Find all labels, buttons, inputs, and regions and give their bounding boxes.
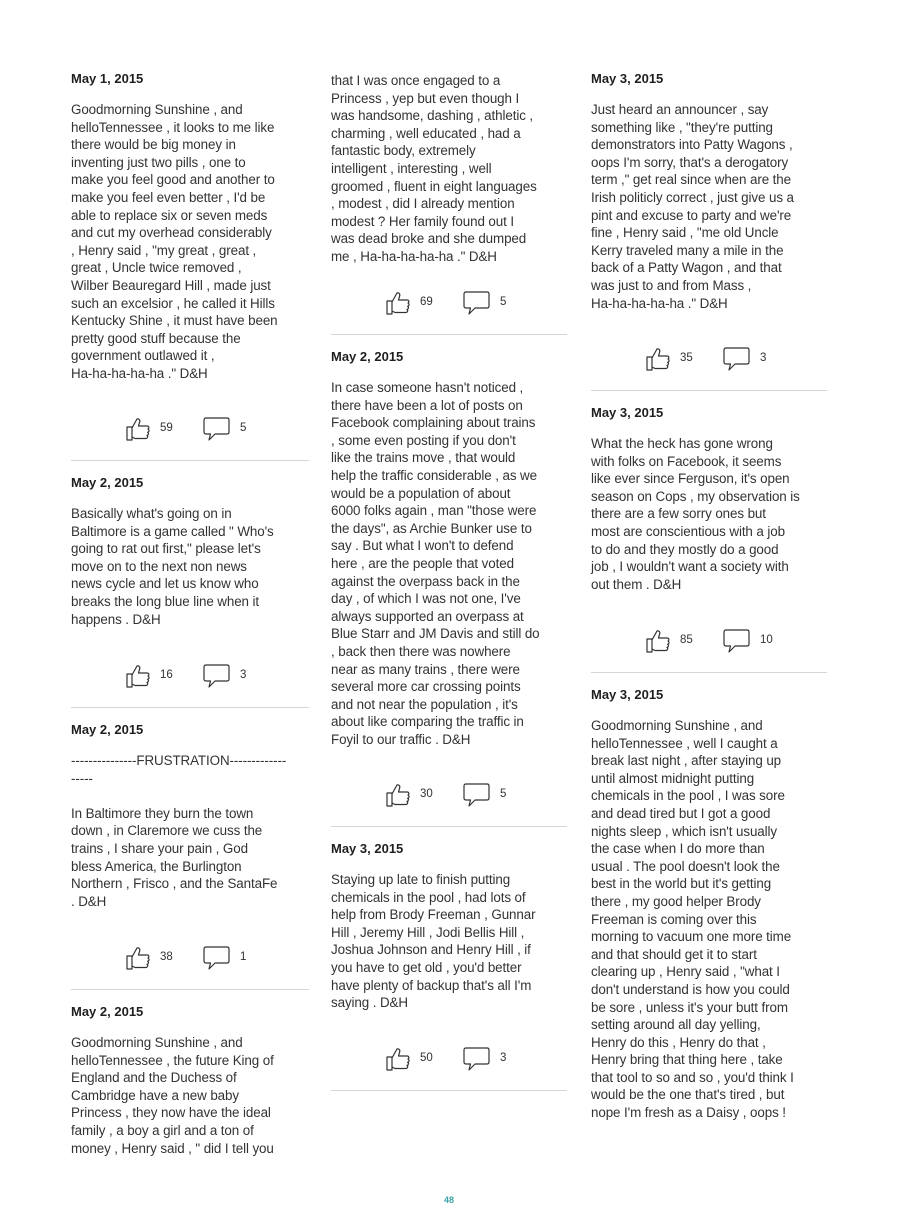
comment-count: 5 [500,296,507,308]
post-text: In case someone hasn't noticed , there have been a lot of posts on Facebook complaining about trains , some even posting if you don't like the trains move , that would help the traffic considerable , as we would be a population of about 6000 folks again , man "those were the days", as Archie Bunker use to say . But what I won't to defend here , are the people that voted against the overpass back in the day , of which I was not one, I've always supported an overpass at Blue Starr and JM Davis and still do , back then there was nowhere near as many trains , there were several more car crossing points and not near the population , it's about like comparing the traffic in Foyil to our traffic . D&H [331,380,540,747]
thumbs-up-icon[interactable] [125,663,151,689]
comment-count: 5 [500,788,507,800]
post-divider [591,390,827,391]
like-count: 16 [160,669,173,681]
post-date: May 3, 2015 [591,71,664,86]
post-stats [331,1046,569,1074]
comment-icon[interactable] [203,663,231,689]
post-divider [71,707,309,708]
post-stats [331,782,569,810]
post-divider [71,460,309,461]
post-text: Staying up late to finish putting chemicals in the pool , had lots of help from Brody Freeman , Gunnar Hill , Jeremy Hill , Jodi Bellis Hill , Joshua Johnson and Henry Hill , if you have to get old , you'd better have plenty of backup that's all I'm saying . D&H [331,872,536,1011]
like-count: 35 [680,352,693,364]
thumbs-up-icon[interactable] [385,1046,411,1072]
post-divider [331,826,567,827]
comment-icon[interactable] [463,1046,491,1072]
post-stats [71,416,309,444]
post-date: May 2, 2015 [71,1004,144,1019]
post-stats [591,346,829,374]
comment-icon[interactable] [723,346,751,372]
thumbs-up-icon[interactable] [125,945,151,971]
comment-icon[interactable] [203,945,231,971]
post-stats [591,628,829,656]
post-text: ---------------FRUSTRATION------------- ----- In Baltimore they burn the town down , in Claremore we cuss the trains , I share your pain , God bless America, the Burlington Northern , Frisco , and the SantaFe . D&H [71,753,287,909]
thumbs-up-icon[interactable] [645,628,671,654]
post-date: May 2, 2015 [71,722,144,737]
post-stats [71,945,309,973]
post-date: May 3, 2015 [591,405,664,420]
thumbs-up-icon[interactable] [125,416,151,442]
like-count: 50 [420,1052,433,1064]
comment-count: 3 [760,352,767,364]
post-text: Goodmorning Sunshine , and helloTennessee , well I caught a break last night , after staying up until almost midnight putting chemicals in the pool , I was sore and dead tired but I got a good nights sleep , which isn't usually the case when I do more than usual . The pool doesn't look the best in the world but it's getting there , my good helper Brody Freeman is coming over this morning to vacuum one more time and that should get it to start clearing up , Henry said , "what I don't understand is how you could be sore , unless it's your butt from setting around all day yelling, Henry do this , Henry do that , Henry bring that thing here , take that tool to so and so , you'd think I would be the one that's tired , but nope I'm fresh as a Daisy , oops ! [591,718,794,1121]
post-divider [71,989,309,990]
post-stats [331,290,569,318]
like-count: 38 [160,951,173,963]
like-count: 69 [420,296,433,308]
post-date: May 3, 2015 [331,841,404,856]
page-number: 48 [443,1195,454,1205]
like-count: 30 [420,788,433,800]
comment-count: 3 [500,1052,507,1064]
post-text: Goodmorning Sunshine , and helloTennessee , it looks to me like there would be big money in inventing just two pills , one to make you feel good and another to make you feel even better , I'd be able to replace six or seven meds and cut my overhead considerably , Henry said , "my great , great , great , Uncle twice removed , Wilber Beauregard Hill , made just such an excelsior , he called it Hills Kentucky Shine , it must have been pretty good stuff because the government outlawed it , Ha-ha-ha-ha-ha ." D&H [71,102,278,381]
comment-count: 1 [240,951,247,963]
comment-count: 10 [760,634,773,646]
post-date: May 1, 2015 [71,71,144,86]
post-text: Just heard an announcer , say something like , "they're putting demonstrators into Patty Wagons , oops I'm sorry, that's a derogatory term ," get real since when are the Irish politicly correct , just give us a pint and excuse to party and we're fine , Henry said , "me old Uncle Kerry traveled many a mile in the back of a Patty Wagon , and that was just to and from Mass , Ha-ha-ha-ha-ha ." D&H [591,102,794,311]
like-count: 85 [680,634,693,646]
post-divider [591,672,827,673]
post-text: What the heck has gone wrong with folks on Facebook, it seems like ever since Ferguson, it's open season on Cops , my observation is there are a few sorry ones but most are conscientious with a job to do and they mostly do a good job , I wouldn't want a society with out them . D&H [591,436,800,592]
post-date: May 2, 2015 [71,475,144,490]
thumbs-up-icon[interactable] [385,290,411,316]
post-date: May 2, 2015 [331,349,404,364]
post-divider [331,1090,567,1091]
comment-icon[interactable] [463,290,491,316]
post-text: Goodmorning Sunshine , and helloTennessee , the future King of England and the Duchess of Cambridge have a new baby Princess , they now have the ideal family , a boy a girl and a ton of money , Henry said , " did I tell you [71,1035,274,1156]
post-divider [331,334,567,335]
post-stats [71,663,309,691]
comment-count: 5 [240,422,247,434]
comment-icon[interactable] [463,782,491,808]
post-text: Basically what's going on in Baltimore is a game called " Who's going to rat out first," please let's move on to the next non news news cycle and let us know who breaks the long blue line when it happens . D&H [71,506,274,627]
like-count: 59 [160,422,173,434]
comment-icon[interactable] [203,416,231,442]
comment-count: 3 [240,669,247,681]
post-text: that I was once engaged to a Princess , yep but even though I was handsome, dashing , athletic , charming , well educated , had a fantastic body, extremely intelligent , interesting , well groomed , fluent in eight languages , modest , did I already mention modest ? Her family found out I was dead broke and she dumped me , Ha-ha-ha-ha-ha ." D&H [331,73,537,264]
thumbs-up-icon[interactable] [385,782,411,808]
post-date: May 3, 2015 [591,687,664,702]
thumbs-up-icon[interactable] [645,346,671,372]
comment-icon[interactable] [723,628,751,654]
